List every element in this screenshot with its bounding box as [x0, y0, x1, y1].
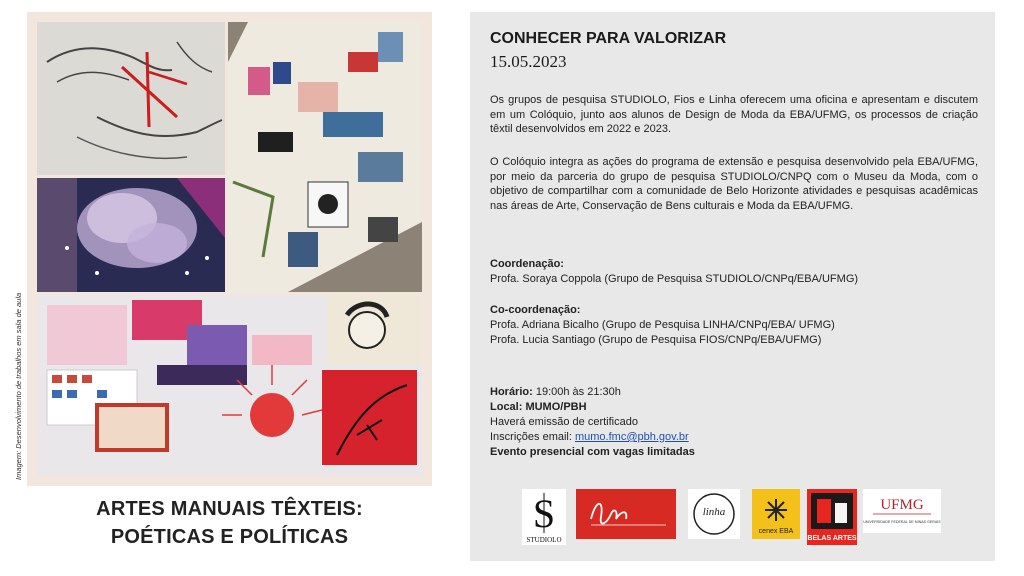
linha-logo: [688, 489, 740, 539]
time-value: 19:00h às 21:30h: [532, 386, 621, 398]
description-paragraph: O Colóquio integra as ações do programa de extensão e pesquisa desenvolvido pela EBA/UFMG, por meio da parceria do grupo de pesquisa STUDIOLO/CNPQ com o Museu da Moda, com o objetivo de compartilhar com a comunidade de Belo Horizonte atividades e pesquisas acadêmicas nas áreas de Arte, Conservação de Bens culturais e Moda da EBA/UFMG.: [490, 156, 978, 212]
coordinator-name: Profa. Soraya Coppola (Grupo de Pesquisa STUDIOLO/CNPq/EBA/UFMG): [490, 273, 859, 285]
page-title: [27, 495, 432, 551]
co-coordination-label: Co-coordenação:: [490, 304, 581, 316]
studiolo-logo: [522, 489, 566, 545]
event-title: CONHECER PARA VALORIZAR: [490, 30, 727, 47]
image-caption: Imagem: Desenvolvimento de trabalhos em sala de aula: [14, 292, 23, 480]
co-coordinator-1: Profa. Adriana Bicalho (Grupo de Pesquisa LINHA/CNPq/EBA/ UFMG): [490, 319, 835, 331]
svg-text:S: S: [532, 491, 556, 536]
photo-tulle-detail: [37, 178, 225, 292]
location-info: Local: MUMO/PBH: [490, 401, 587, 413]
ufmg-logo: [863, 489, 941, 533]
event-info-panel: [470, 12, 995, 561]
certificate-info: Haverá emissão de certificado: [490, 416, 638, 428]
email-link[interactable]: mumo.fmc@pbh.gov.br: [574, 431, 689, 443]
event-date: 15.05.2023: [490, 52, 567, 71]
belas-artes-logo: [807, 489, 857, 545]
cenex-logo-text: cenex EBA: [758, 528, 794, 535]
time-info: [490, 385, 621, 400]
attendance-notice: Evento presencial com vagas limitadas: [490, 446, 695, 458]
co-coordinator-2: Profa. Lucia Santiago (Grupo de Pesquisa FIOS/CNPq/EBA/UFMG): [490, 334, 822, 346]
photo-collage: [27, 12, 432, 486]
coordination-label: Coordenação:: [490, 258, 564, 270]
belas-artes-logo-text: BELAS ARTES: [807, 535, 857, 542]
ufmg-logo-subtitle: UNIVERSIDADE FEDERAL DE MINAS GERAIS: [863, 520, 941, 524]
email-label: Inscrições email:: [490, 431, 575, 443]
intro-paragraph: Os grupos de pesquisa STUDIOLO, Fios e Linha oferecem uma oficina e apresentam e discutem em um Colóquio, junto aos alunos de Design de Moda da EBA/UFMG, os processos de criação têxtil desenvolvidos em 2022 e 2023.: [490, 94, 978, 135]
ufmg-logo-text: UFMG: [880, 497, 924, 513]
photo-embroidered-quilt: [37, 295, 422, 476]
linha-logo-text: linha: [702, 506, 726, 518]
studiolo-logo-text: STUDIOLO: [526, 536, 562, 544]
fios-logo: [576, 489, 676, 539]
cenex-logo: [752, 489, 800, 539]
photo-patchwork-table: [228, 22, 422, 292]
title-line-1: ARTES MANUAIS TÊXTEIS:: [96, 498, 363, 520]
title-line-2: POÉTICAS E POLÍTICAS: [110, 526, 349, 548]
time-label: Horário:: [490, 386, 533, 398]
registration-info: [490, 430, 689, 445]
photo-hands-sketch: [37, 22, 225, 175]
